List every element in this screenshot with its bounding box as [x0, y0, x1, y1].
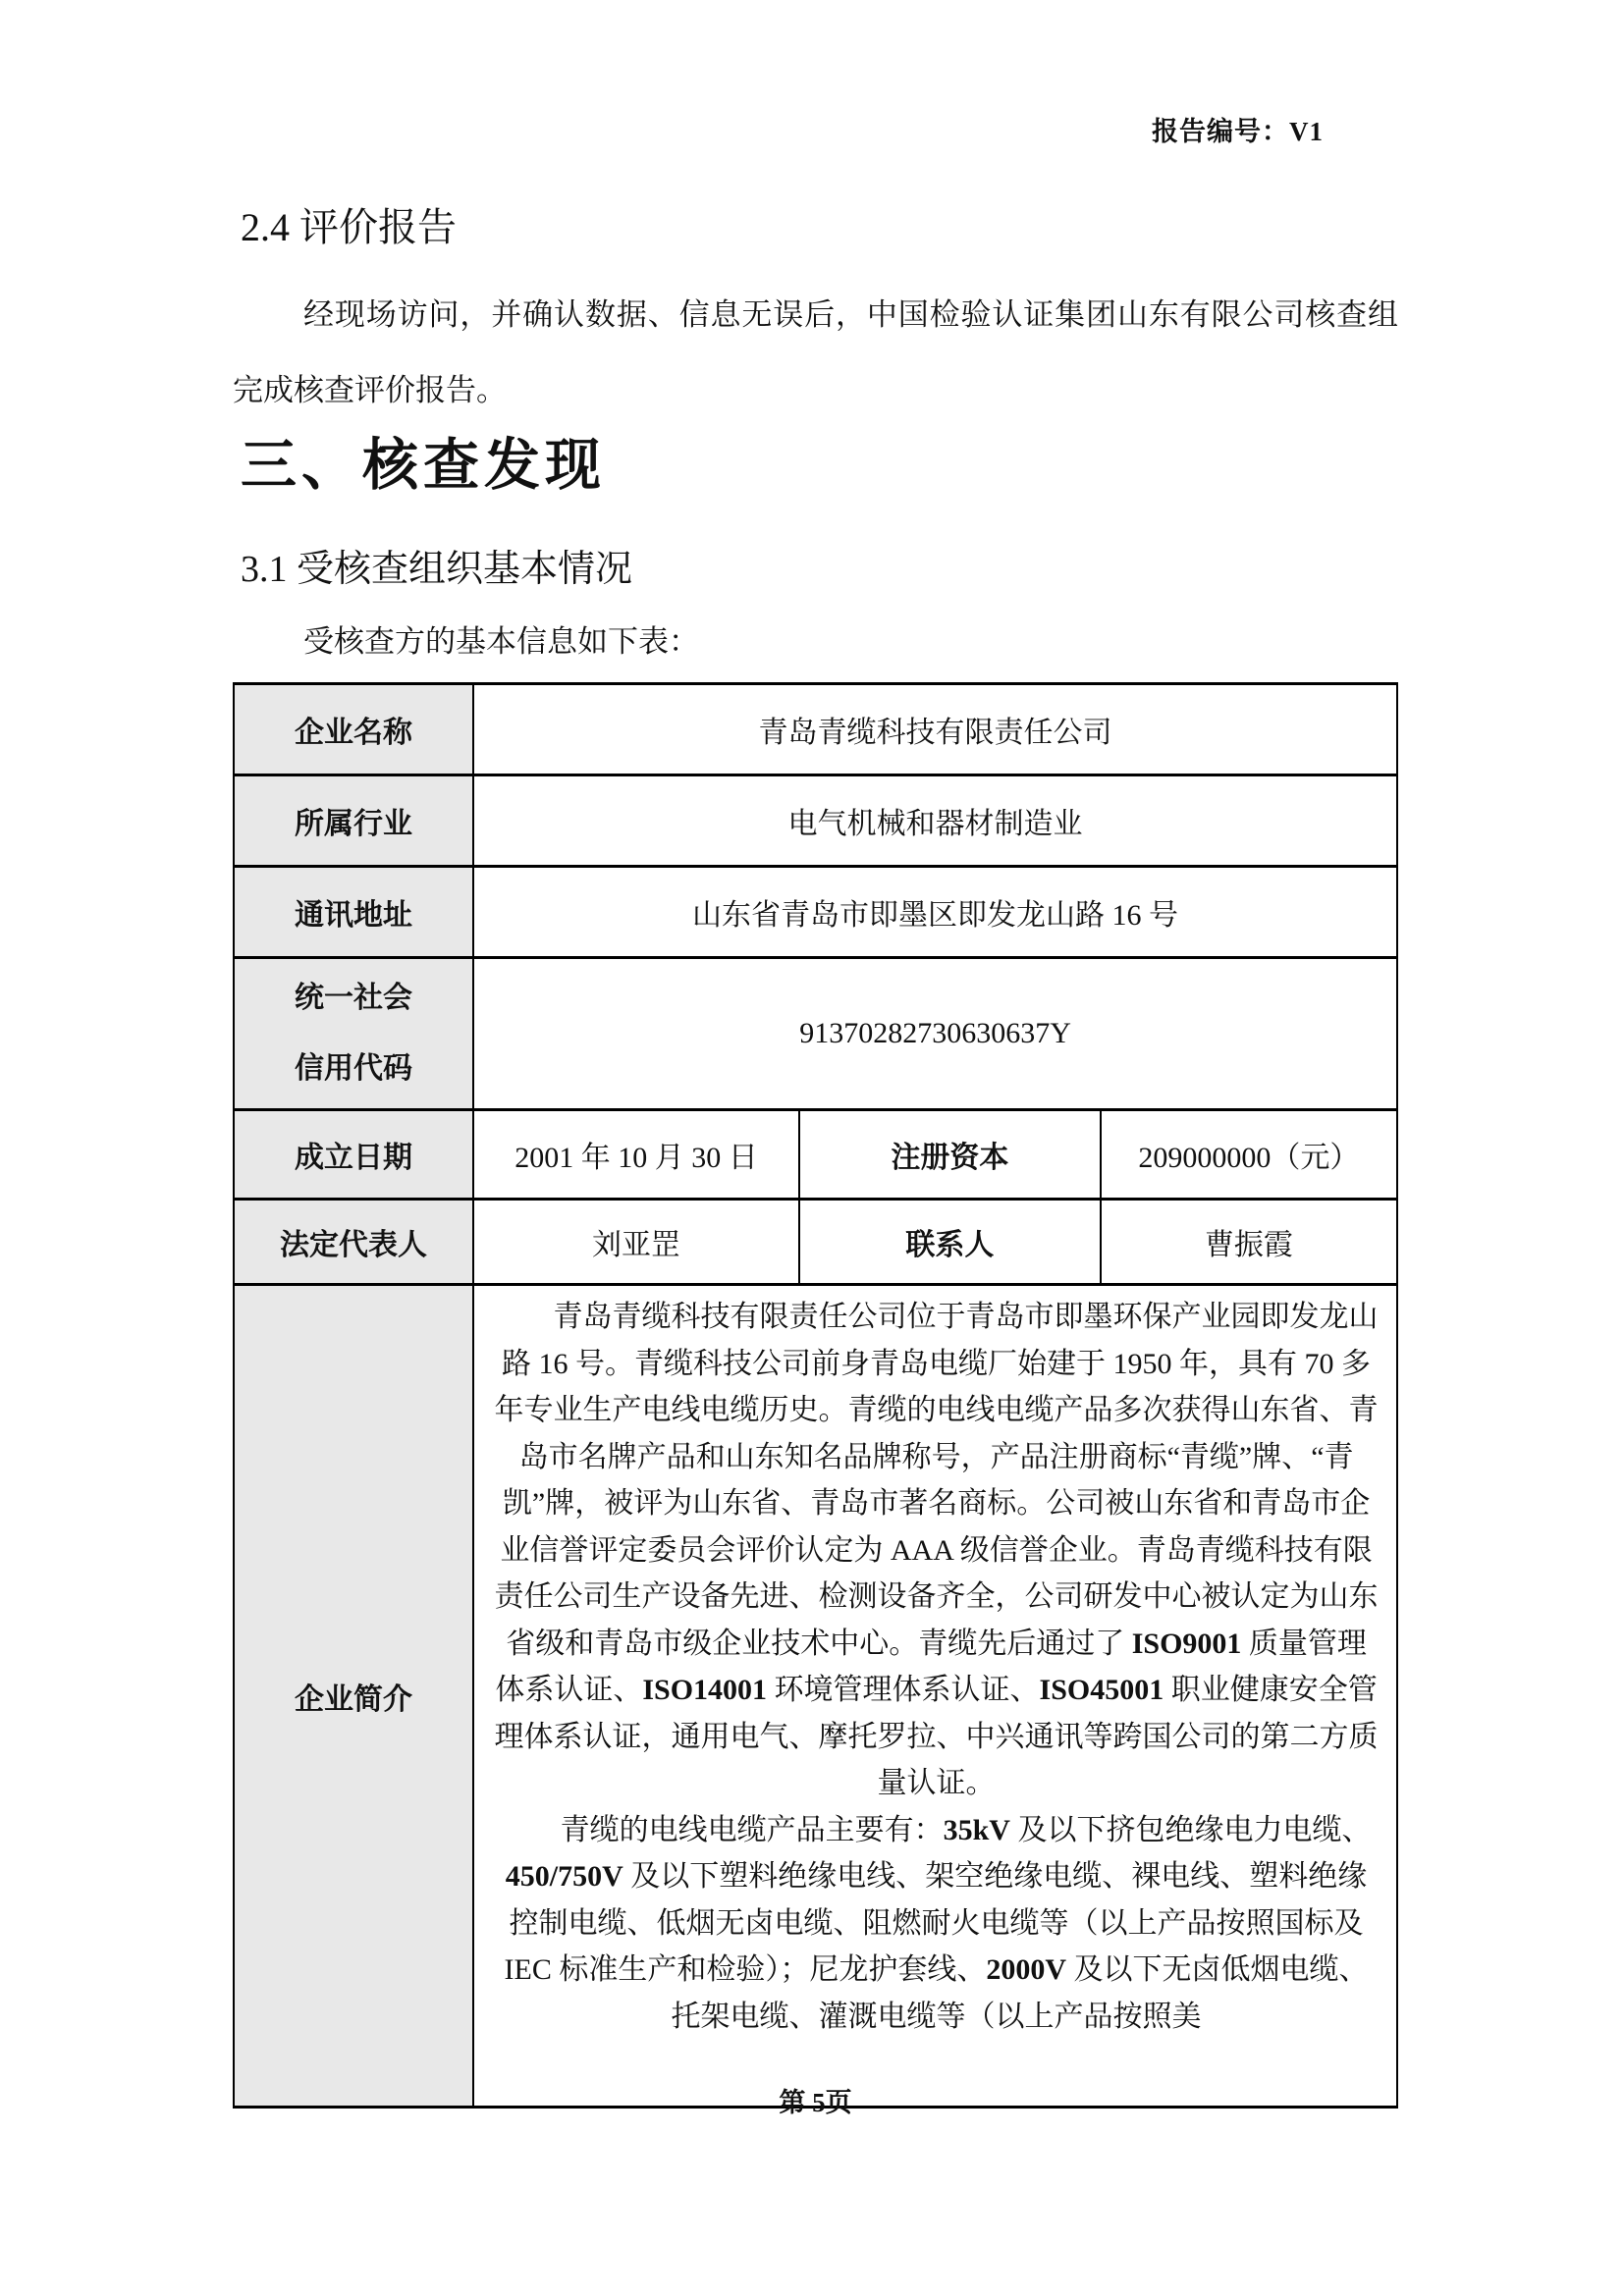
- table-row-profile: [234, 1285, 1397, 2108]
- industry-value: 电气机械和器材制造业: [473, 775, 1397, 867]
- table-row-legal-rep: [234, 1200, 1397, 1285]
- profile-paragraph-1: 青岛青缆科技有限责任公司位于青岛市即墨环保产业园即发龙山路 16 号。青缆科技公司前身青岛电缆厂始建于 1950 年，具有 70 多年专业生产电线电缆历史。青缆的电线电缆产品多次获得山东省、青岛市名牌产品和山东知名品牌称号，产品注册商标“青缆”牌、“青凯”牌，被评为山东省、青岛市著名商标。公司被山东省和青岛市企业信誉评定委员会评价认定为 AAA 级信誉企业。青岛青缆科技有限责任公司生产设备先进、检测设备齐全，公司研发中心被认定为山东省级和青岛市级企业技术中心。青缆先后通过了 ISO9001 质量管理体系认证、ISO14001 环境管理体系认证、ISO45001 职业健康安全管理体系认证，通用电气、摩托罗拉、中兴通讯等跨国公司的第二方质量认证。: [494, 1301, 1379, 1799]
- credit-code-label: [234, 958, 473, 1110]
- table-row-address: [234, 867, 1397, 958]
- credit-code-label-line1: 统一社会: [295, 982, 413, 1014]
- industry-label: 所属行业: [234, 775, 473, 867]
- legal-rep-label: 法定代表人: [234, 1200, 473, 1285]
- address-value: 山东省青岛市即墨区即发龙山路 16 号: [473, 867, 1397, 958]
- company-info-table: [233, 682, 1398, 2109]
- credit-code-value: 91370282730630637Y: [473, 958, 1397, 1110]
- contact-value: 曹振霞: [1101, 1200, 1397, 1285]
- profile-paragraph-2: 青缆的电线电缆产品主要有：35kV 及以下挤包绝缘电力电缆、450/750V 及以下塑料绝缘电线、架空绝缘电缆、裸电线、塑料绝缘控制电缆、低烟无卤电缆、阻燃耐火电缆等（以上产品按照国标及 IEC 标准生产和检验）；尼龙护套线、2000V 及以下无卤低烟电缆、托架电缆、灌溉电缆等（以上产品按照美: [504, 1813, 1372, 2033]
- company-name-label: 企业名称: [234, 684, 473, 775]
- table-intro-text: 受核查方的基本信息如下表：: [303, 624, 699, 659]
- founded-label: 成立日期: [234, 1110, 473, 1200]
- registered-capital-label: 注册资本: [799, 1110, 1101, 1200]
- table-row-founded: [234, 1110, 1397, 1200]
- registered-capital-value: 209000000（元）: [1101, 1110, 1397, 1200]
- table-row-credit-code: [234, 958, 1397, 1110]
- section-2-4-paragraph: 经现场访问，并确认数据、信息无误后，中国检验认证集团山东有限公司核查组完成核查评价报告。: [233, 297, 1398, 407]
- contact-label: 联系人: [799, 1200, 1101, 1285]
- section-3-heading: 三、核查发现: [241, 434, 606, 497]
- profile-label: 企业简介: [234, 1285, 473, 2108]
- section-2-4-heading: 2.4 评价报告: [241, 205, 457, 249]
- page-footer: 第 5页: [779, 2088, 852, 2117]
- legal-rep-value: 刘亚罡: [473, 1200, 799, 1285]
- founded-value: 2001 年 10 月 30 日: [473, 1110, 799, 1200]
- credit-code-label-line2: 信用代码: [295, 1052, 413, 1085]
- company-name-value: 青岛青缆科技有限责任公司: [473, 684, 1397, 775]
- report-number: 报告编号：V1: [1152, 117, 1324, 146]
- table-row-company-name: [234, 684, 1397, 775]
- address-label: 通讯地址: [234, 867, 473, 958]
- table-row-industry: [234, 775, 1397, 867]
- profile-cell: [473, 1285, 1397, 2108]
- section-3-1-heading: 3.1 受核查组织基本情况: [241, 549, 633, 590]
